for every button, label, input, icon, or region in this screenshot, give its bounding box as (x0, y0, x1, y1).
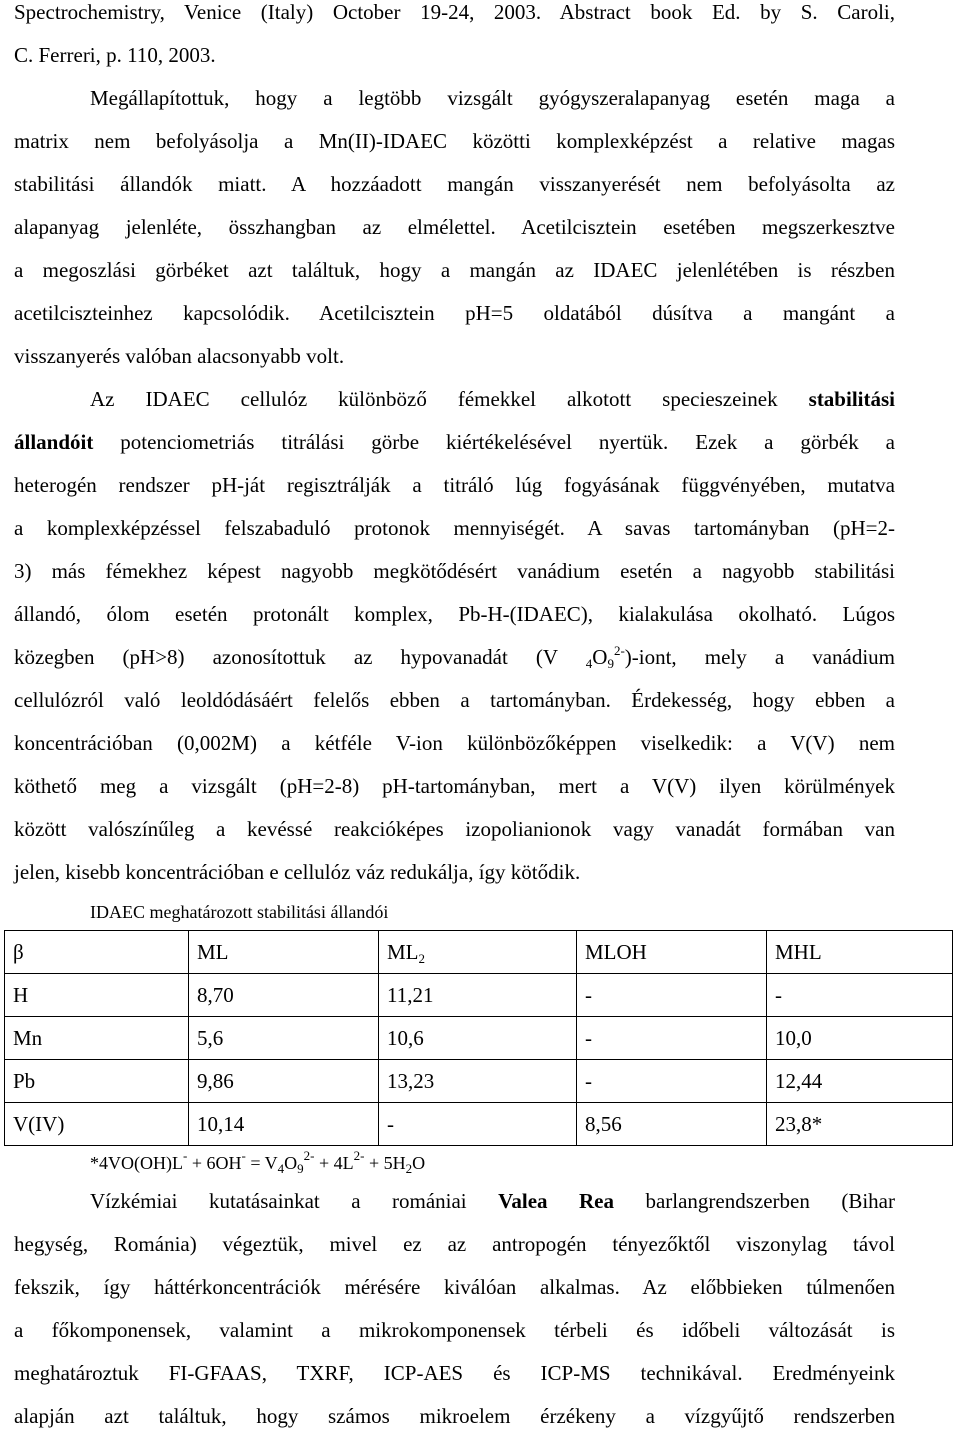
table-cell: - (379, 1103, 577, 1146)
text-segment: = V (245, 1153, 278, 1173)
text-line: hegység, Románia) végeztük, mivel ez az antropogén tényezőktől viszonylag távol (14, 1232, 895, 1256)
text-line: stabilitási állandók miatt. A hozzáadott mangán visszanyerését nem befolyásolta az (14, 172, 895, 196)
text-line: a komplexképzéssel felszabaduló protonok mennyiségét. A savas tartományban (pH=2- (14, 516, 895, 540)
text-segment: O (592, 645, 608, 669)
subscript: 9 (607, 656, 614, 671)
text-line: Megállapítottuk, hogy a legtöbb vizsgált gyógyszeralapanyag esetén maga a (90, 86, 895, 110)
table-row (5, 1017, 953, 1060)
text-line: a főkomponensek, valamint a mikrokomponensek térbeli és időbeli változását is (14, 1318, 895, 1342)
text-line: 3) más fémekhez képest nagyobb megkötődésért vanádium esetén a nagyobb stabilitási (14, 559, 895, 583)
superscript: 2- (613, 643, 625, 658)
document-page (14, 0, 895, 1438)
text-segment: közegben (pH>8) azonosítottuk az hypovanadát (V (14, 645, 558, 669)
table-cell: 11,21 (379, 974, 577, 1017)
paragraph-stability-constants (14, 378, 895, 894)
text-line (14, 378, 895, 421)
text-segment: )-iont, mely a vanádium (624, 645, 896, 669)
text-line: heterogén rendszer pH-ját regisztrálják a titráló lúg fogyásának függvényében, mutatva (14, 473, 895, 497)
text-segment: Az IDAEC cellulóz különböző fémekkel alkotott specieszeinek (90, 387, 809, 411)
table-cell: H (5, 974, 189, 1017)
table-cell: 8,70 (189, 974, 379, 1017)
table-cell: 10,6 (379, 1017, 577, 1060)
text-segment: O (412, 1153, 426, 1173)
stability-constants-table (4, 930, 953, 1146)
reference-line-1: Spectrochemistry, Venice (Italy) October 19-24, 2003. Abstract book Ed. by S. Caroli, (14, 0, 895, 24)
subscript: 4 (277, 1161, 285, 1176)
text-line: visszanyerés valóban alacsonyabb volt. (14, 344, 345, 368)
table-row (5, 1103, 953, 1146)
text-line: alapján azt találtuk, hogy számos mikroelem érzékeny a vízgyűjtő rendszerben (14, 1404, 895, 1428)
superscript: - (182, 1148, 188, 1163)
header-cell (379, 931, 577, 974)
text-line (14, 1180, 895, 1223)
table-cell: 8,56 (577, 1103, 767, 1146)
reference-line-2: C. Ferreri, p. 110, 2003. (14, 43, 216, 67)
text-line: állandó, ólom esetén protonált komplex, Pb-H-(IDAEC), kialakulása okolható. Lúgos (14, 602, 895, 626)
text-segment: + 6OH (187, 1153, 242, 1173)
header-text: ML (387, 939, 419, 964)
paragraph-cave-water-research (14, 1180, 895, 1438)
table-header-row (5, 931, 953, 974)
bold-term: Valea Rea (498, 1189, 614, 1213)
table-cell: 12,44 (767, 1060, 953, 1103)
text-line: meghatároztuk FI-GFAAS, TXRF, ICP-AES és ICP-MS technikával. Eredményeink (14, 1361, 895, 1385)
table-cell: - (577, 1060, 767, 1103)
text-line: acetilciszteinhez kapcsolódik. Acetilcisztein pH=5 oldatából dúsítva a mangánt a (14, 301, 895, 325)
header-cell: MHL (767, 931, 953, 974)
text-line: koncentrációban (0,002M) a kétféle V-ion különbözőképpen viselkedik: a V(V) nem (14, 731, 895, 755)
superscript: 2- (353, 1148, 365, 1163)
table-cell: - (577, 1017, 767, 1060)
table-cell: 10,0 (767, 1017, 953, 1060)
text-line (14, 636, 895, 679)
text-line: köthető meg a vizsgált (pH=2-8) pH-tartományban, mert a V(V) ilyen körülmények (14, 774, 895, 798)
subscript: 2 (418, 950, 425, 966)
text-line: jelen, kisebb koncentrációban e cellulóz váz redukálja, így kötődik. (14, 860, 581, 884)
text-line: között valószínűleg a kevéssé reakcióképes izopolianionok vagy vanadát formában van (14, 817, 895, 841)
text-line: matrix nem befolyásolja a Mn(II)-IDAEC közötti komplexképzést a relative magas (14, 129, 895, 153)
table-cell: - (767, 974, 953, 1017)
header-cell: MLOH (577, 931, 767, 974)
subscript: 9 (297, 1161, 304, 1176)
superscript: 2- (303, 1148, 315, 1163)
table-row (5, 1060, 953, 1103)
table-row (5, 974, 953, 1017)
text-segment: barlangrendszerben (Bihar (613, 1189, 895, 1213)
table-cell: 10,14 (189, 1103, 379, 1146)
text-line: cellulózról való leoldódásáért felelős ebben a tartományban. Érdekesség, hogy ebben a (14, 688, 895, 712)
table-cell: V(IV) (5, 1103, 189, 1146)
text-segment: + 4L (314, 1153, 354, 1173)
text-segment: potenciometriás titrálási görbe kiértékelésével nyertük. Ezek a görbék a (93, 430, 895, 454)
text-line: alapanyag jelenléte, összhangban az elmélettel. Acetilcisztein esetében megszerkesztve (14, 215, 895, 239)
text-line: fekszik, így háttérkoncentrációk mérésére kiválóan alkalmas. Az előbbieken túlmenően (14, 1275, 895, 1299)
text-segment: Vízkémiai kutatásainkat a romániai (90, 1189, 499, 1213)
superscript: - (241, 1148, 246, 1163)
table-cell: 13,23 (379, 1060, 577, 1103)
subscript: 2 (405, 1161, 413, 1176)
bold-term: állandóit (14, 430, 94, 454)
text-segment: + 5H (364, 1153, 406, 1173)
paragraph-manganese-recovery (14, 77, 895, 378)
reference-block (14, 0, 895, 77)
bold-term: stabilitási (808, 387, 895, 411)
table-cell: 5,6 (189, 1017, 379, 1060)
header-cell: ML (189, 931, 379, 974)
table-caption: IDAEC meghatározott stabilitási állandói (90, 902, 389, 922)
table-cell: 23,8* (767, 1103, 953, 1146)
table-cell: - (577, 974, 767, 1017)
subscript: 4 (585, 656, 593, 671)
table-footnote (90, 1148, 895, 1178)
text-segment: *4VO(OH)L (90, 1153, 183, 1173)
text-segment: O (284, 1153, 298, 1173)
table-cell: Pb (5, 1060, 189, 1103)
table-cell: Mn (5, 1017, 189, 1060)
table-cell: 9,86 (189, 1060, 379, 1103)
text-line: a megoszlási görbéket azt találtuk, hogy a mangán az IDAEC jelenlétében is részben (14, 258, 895, 282)
text-line (14, 421, 895, 464)
header-cell: β (5, 931, 189, 974)
